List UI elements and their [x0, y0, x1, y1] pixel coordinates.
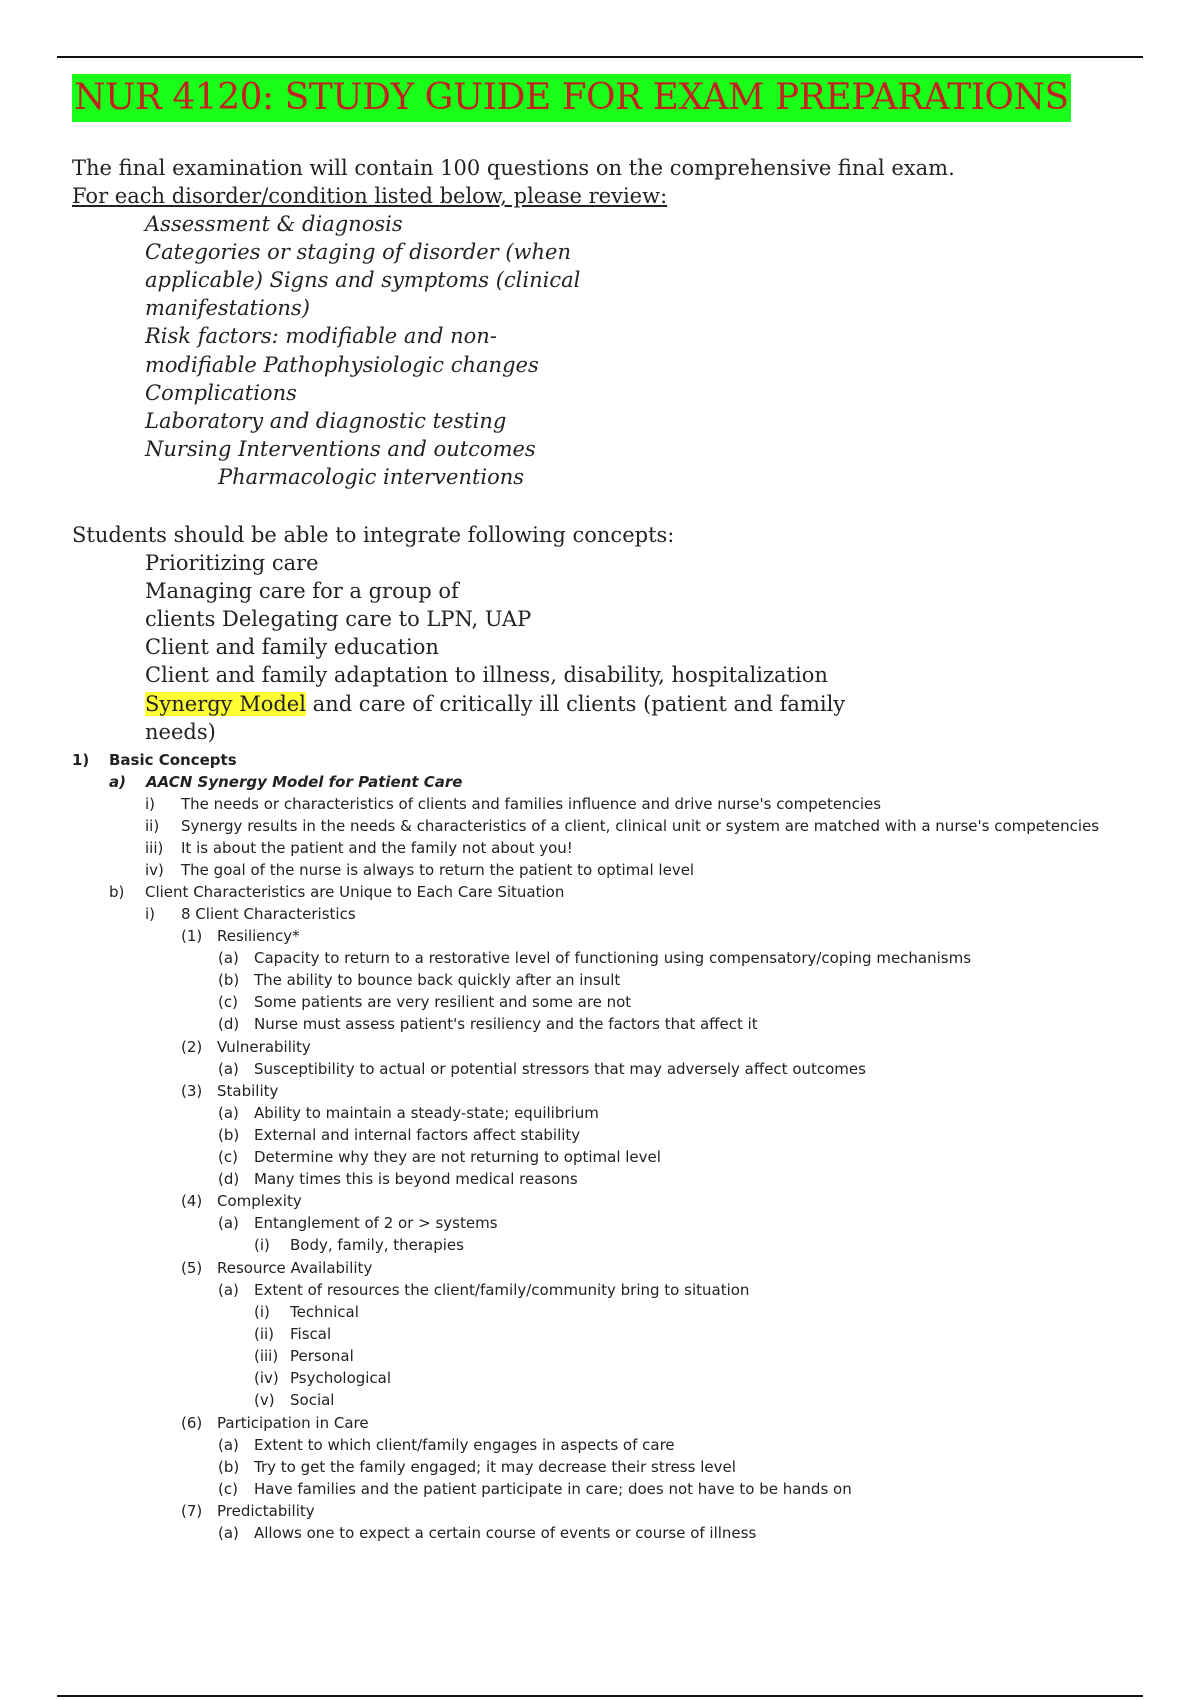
concept-item: Client and family education: [145, 635, 439, 659]
concept-item: clients Delegating care to LPN, UAP: [145, 607, 532, 631]
outline-item: (a) Allows one to expect a certain course of events or course of illness: [218, 1524, 757, 1542]
outline-item: (a) Susceptibility to actual or potential stressors that may adversely affect outcomes: [218, 1060, 866, 1078]
outline-item: (i) Body, family, therapies: [254, 1236, 464, 1254]
outline-item: (6) Participation in Care: [181, 1414, 369, 1432]
outline-item: (1) Resiliency*: [181, 927, 300, 945]
outline-item: iv) The goal of the nurse is always to return the patient to optimal level: [145, 861, 695, 879]
concept-item-synergy: [145, 690, 845, 718]
outline-item: b) Client Characteristics are Unique to Each Care Situation: [109, 883, 565, 901]
outline-item: (b) Try to get the family engaged; it may decrease their stress level: [218, 1458, 736, 1476]
intro-text: The final examination will contain 100 questions on the comprehensive final exam.: [72, 156, 955, 180]
concept-item: needs): [145, 720, 216, 744]
outline-item: (b) The ability to bounce back quickly after an insult: [218, 971, 621, 989]
synergy-rest: and care of critically ill clients (patient and family: [305, 692, 846, 716]
concept-item: Managing care for a group of: [145, 579, 459, 603]
outline-item: (d) Many times this is beyond medical reasons: [218, 1170, 578, 1188]
outline-item: (2) Vulnerability: [181, 1038, 311, 1056]
review-item: Pharmacologic interventions: [218, 465, 525, 489]
review-item: Nursing Interventions and outcomes: [145, 437, 536, 461]
outline-item: (7) Predictability: [181, 1502, 315, 1520]
outline-item: (c) Some patients are very resilient and some are not: [218, 993, 632, 1011]
review-item: modifiable Pathophysiologic changes: [145, 353, 539, 377]
concept-item: Prioritizing care: [145, 551, 319, 575]
review-heading: For each disorder/condition listed below, please review:: [72, 184, 668, 208]
outline-item: (a) Capacity to return to a restorative level of functioning using compensatory/coping mechanisms: [218, 949, 972, 967]
outline-item: 1) Basic Concepts: [72, 751, 237, 769]
review-item: Risk factors: modifiable and non-: [145, 324, 497, 348]
outline-item: (v) Social: [254, 1391, 335, 1409]
outline-item: i) The needs or characteristics of clients and families influence and drive nurse's competencies: [145, 795, 882, 813]
outline-item: (3) Stability: [181, 1082, 279, 1100]
outline-item: a) AACN Synergy Model for Patient Care: [109, 773, 463, 791]
outline-item: (4) Complexity: [181, 1192, 302, 1210]
concept-item: Client and family adaptation to illness, disability, hospitalization: [145, 663, 828, 687]
concepts-heading: Students should be able to integrate following concepts:: [72, 523, 675, 547]
outline-item: (a) Ability to maintain a steady-state; equilibrium: [218, 1104, 599, 1122]
review-item: applicable) Signs and symptoms (clinical: [145, 268, 581, 292]
page-title: NUR 4120: STUDY GUIDE FOR EXAM PREPARATIONS: [72, 74, 1071, 122]
outline-item: (a) Extent to which client/family engages in aspects of care: [218, 1436, 675, 1454]
outline-item: (i) Technical: [254, 1303, 359, 1321]
outline-item: (iii) Personal: [254, 1347, 354, 1365]
synergy-highlight: Synergy Model: [145, 692, 306, 716]
outline-item: i) 8 Client Characteristics: [145, 905, 356, 923]
outline-item: (iv) Psychological: [254, 1369, 392, 1387]
outline-item: (5) Resource Availability: [181, 1259, 373, 1277]
outline-item: (ii) Fiscal: [254, 1325, 332, 1343]
outline-item: iii) It is about the patient and the family not about you!: [145, 839, 573, 857]
outline-item: (a) Extent of resources the client/family/community bring to situation: [218, 1281, 750, 1299]
top-rule: [57, 56, 1143, 58]
review-item: Categories or staging of disorder (when: [145, 240, 572, 264]
review-item: Assessment & diagnosis: [145, 212, 403, 236]
outline-item: (a) Entanglement of 2 or > systems: [218, 1214, 498, 1232]
outline-item: (d) Nurse must assess patient's resiliency and the factors that affect it: [218, 1015, 758, 1033]
outline-item: (c) Determine why they are not returning to optimal level: [218, 1148, 661, 1166]
review-item: Laboratory and diagnostic testing: [145, 409, 507, 433]
outline-item: ii) Synergy results in the needs & characteristics of a client, clinical unit or system are matched with a nurse's competencies: [145, 817, 1100, 835]
outline-item: (c) Have families and the patient participate in care; does not have to be hands on: [218, 1480, 852, 1498]
bottom-rule: [57, 1695, 1143, 1697]
outline-item: (b) External and internal factors affect stability: [218, 1126, 581, 1144]
review-item: manifestations): [145, 296, 310, 320]
review-item: Complications: [145, 381, 297, 405]
